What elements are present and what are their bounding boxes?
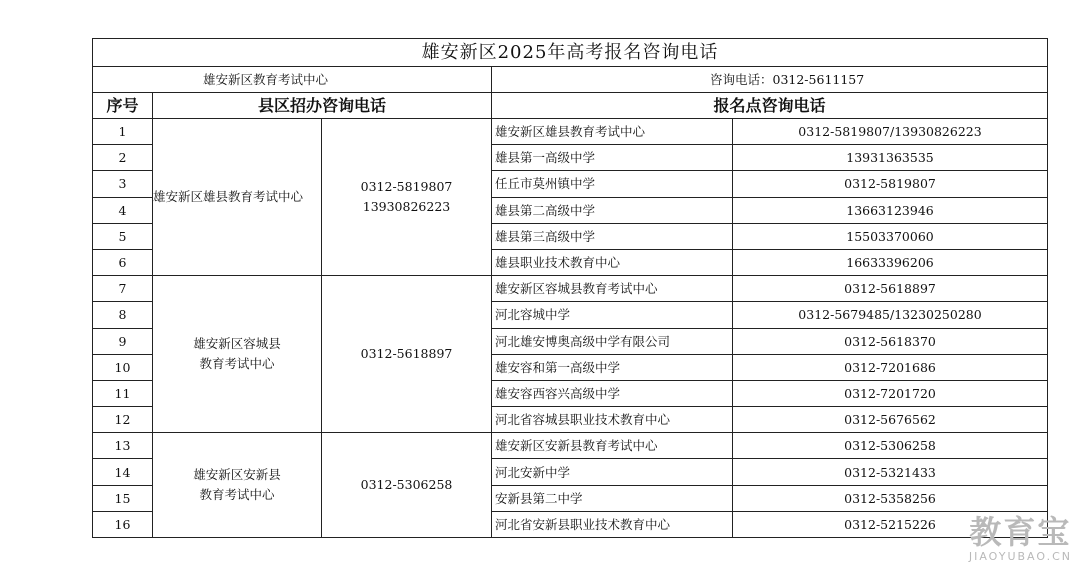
- row-index: 12: [93, 407, 153, 433]
- watermark-url: JIAOYUBAO.CN: [968, 550, 1072, 563]
- site-phone: 0312-5618897: [733, 276, 1048, 302]
- row-index: 16: [93, 511, 153, 537]
- site-phone: 0312-5819807: [733, 171, 1048, 197]
- site-name: 雄安容西容兴高级中学: [492, 380, 733, 406]
- site-phone: 0312-5306258: [733, 433, 1048, 459]
- row-index: 8: [93, 302, 153, 328]
- county-name: [153, 276, 322, 433]
- site-name: 河北安新中学: [492, 459, 733, 485]
- site-name: 雄县职业技术教育中心: [492, 249, 733, 275]
- site-name: 安新县第二中学: [492, 485, 733, 511]
- site-phone: 0312-5676562: [733, 407, 1048, 433]
- site-name: 雄县第三高级中学: [492, 223, 733, 249]
- site-phone: 0312-5358256: [733, 485, 1048, 511]
- county-phone: 0312-5618897: [322, 276, 492, 433]
- site-name: 雄安容和第一高级中学: [492, 354, 733, 380]
- table-title: 雄安新区2025年高考报名咨询电话: [93, 39, 1048, 67]
- row-index: 1: [93, 119, 153, 145]
- org-name: 雄安新区教育考试中心: [93, 67, 492, 93]
- site-name: 任丘市莫州镇中学: [492, 171, 733, 197]
- county-phone-line: 13930826223: [362, 199, 451, 215]
- row-index: 14: [93, 459, 153, 485]
- row-index: 6: [93, 249, 153, 275]
- site-phone: 0312-5618370: [733, 328, 1048, 354]
- header-index: 序号: [93, 93, 153, 119]
- row-index: 13: [93, 433, 153, 459]
- watermark-logo: [969, 514, 1072, 563]
- site-phone: 16633396206: [733, 249, 1048, 275]
- site-phone: 0312-7201720: [733, 380, 1048, 406]
- row-index: 10: [93, 354, 153, 380]
- site-phone: 0312-5215226: [733, 511, 1048, 537]
- site-name: 雄县第二高级中学: [492, 197, 733, 223]
- site-phone: 0312-5321433: [733, 459, 1048, 485]
- county-name: 雄安新区雄县教育考试中心: [153, 119, 322, 276]
- site-name: 河北雄安博奥高级中学有限公司: [492, 328, 733, 354]
- row-index: 2: [93, 145, 153, 171]
- header-site: 报名点咨询电话: [492, 93, 1048, 119]
- watermark-text: 教育宝: [969, 513, 1072, 551]
- site-name: 雄安新区雄县教育考试中心: [492, 119, 733, 145]
- county-name-line: 雄安新区安新县: [193, 467, 281, 483]
- row-index: 3: [93, 171, 153, 197]
- site-phone: 15503370060: [733, 223, 1048, 249]
- consult-phone: 咨询电话：0312-5611157: [492, 67, 1048, 93]
- row-index: 15: [93, 485, 153, 511]
- phone-table: [92, 38, 1048, 538]
- row-index: 11: [93, 380, 153, 406]
- site-phone: 13663123946: [733, 197, 1048, 223]
- row-index: 5: [93, 223, 153, 249]
- county-phone-line: 0312-5819807: [360, 179, 453, 195]
- county-name: [153, 433, 322, 538]
- site-name: 河北省容城县职业技术教育中心: [492, 407, 733, 433]
- county-name-line: 雄安新区容城县: [193, 336, 281, 352]
- site-phone: 0312-7201686: [733, 354, 1048, 380]
- row-index: 7: [93, 276, 153, 302]
- site-name: 河北省安新县职业技术教育中心: [492, 511, 733, 537]
- county-phone: 0312-5306258: [322, 433, 492, 538]
- site-phone: 0312-5819807/13930826223: [733, 119, 1048, 145]
- site-phone: 13931363535: [733, 145, 1048, 171]
- county-name-line: 教育考试中心: [199, 356, 275, 372]
- row-index: 4: [93, 197, 153, 223]
- site-name: 雄安新区容城县教育考试中心: [492, 276, 733, 302]
- site-name: 雄安新区安新县教育考试中心: [492, 433, 733, 459]
- county-phone: [322, 119, 492, 276]
- row-index: 9: [93, 328, 153, 354]
- county-name-line: 教育考试中心: [199, 487, 275, 503]
- site-name: 河北容城中学: [492, 302, 733, 328]
- site-phone: 0312-5679485/13230250280: [733, 302, 1048, 328]
- site-name: 雄县第一高级中学: [492, 145, 733, 171]
- header-county: 县区招办咨询电话: [153, 93, 492, 119]
